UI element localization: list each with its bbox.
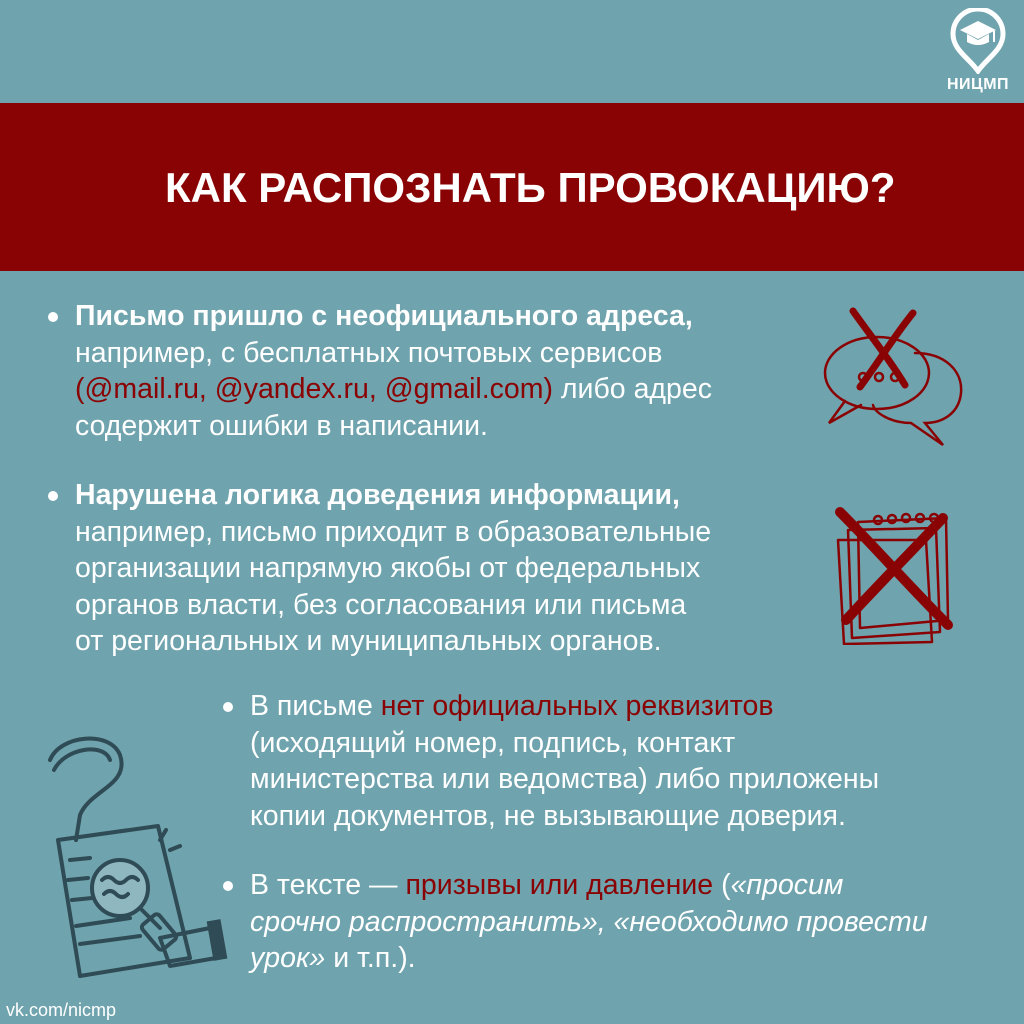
item-text: копии документов, не вызывающие доверия. — [250, 799, 846, 832]
item-text: например, с бесплатных почтовых сервисов — [75, 336, 663, 369]
item-quote: «просим — [730, 869, 844, 901]
question-magnifier-document-icon — [40, 730, 230, 990]
logo-text: НИЦМП — [946, 76, 1010, 93]
item-text: В письме — [250, 690, 373, 722]
documents-crossed-icon — [818, 500, 978, 645]
item-quote: срочно распространить», «необходимо провести — [250, 905, 928, 938]
item-text: органов власти, без согласования или письма — [75, 588, 687, 621]
list-item: В тексте — призывы или давление («просим срочно распространить», «необходимо провести урок» и т.п.). — [250, 867, 990, 977]
bullet — [48, 491, 58, 501]
item-text: министерства или ведомства) либо приложены — [250, 763, 880, 795]
item-highlight: призывы или давление — [405, 869, 714, 901]
item-text: В тексте — — [250, 869, 398, 901]
page-title: КАК РАСПОЗНАТЬ ПРОВОКАЦИЮ? — [165, 164, 896, 211]
chat-bubbles-crossed-icon — [815, 305, 975, 450]
footer-link[interactable]: vk.com/nicmp — [6, 1000, 117, 1020]
list-item — [75, 298, 795, 444]
item-text: содержит ошибки в написании. — [75, 409, 488, 442]
list-item — [75, 477, 815, 660]
bullet — [48, 312, 58, 322]
logo — [938, 8, 1018, 96]
item-quote: урок» — [250, 942, 326, 974]
list-item — [250, 688, 990, 834]
item-text: организации напрямую якобы от федеральных — [75, 552, 701, 584]
item-text: например, письмо приходит в образовательные — [75, 515, 712, 548]
item-text: либо адрес — [560, 373, 712, 405]
item-text: (исходящий номер, подпись, контакт — [250, 726, 736, 759]
item-highlight: нет официальных реквизитов — [380, 690, 774, 722]
email-services: (@mail.ru, @yandex.ru, @gmail.com) — [75, 373, 553, 405]
bullet — [223, 702, 233, 712]
item-text: от региональных и муниципальных органов. — [75, 625, 662, 657]
item-text: и т.п.). — [333, 942, 416, 974]
graduation-cap-pin-icon — [949, 8, 1007, 74]
item-heading: Нарушена логика доведения информации, — [75, 479, 680, 511]
item-heading: Письмо пришло с неофициального адреса, — [75, 300, 693, 332]
